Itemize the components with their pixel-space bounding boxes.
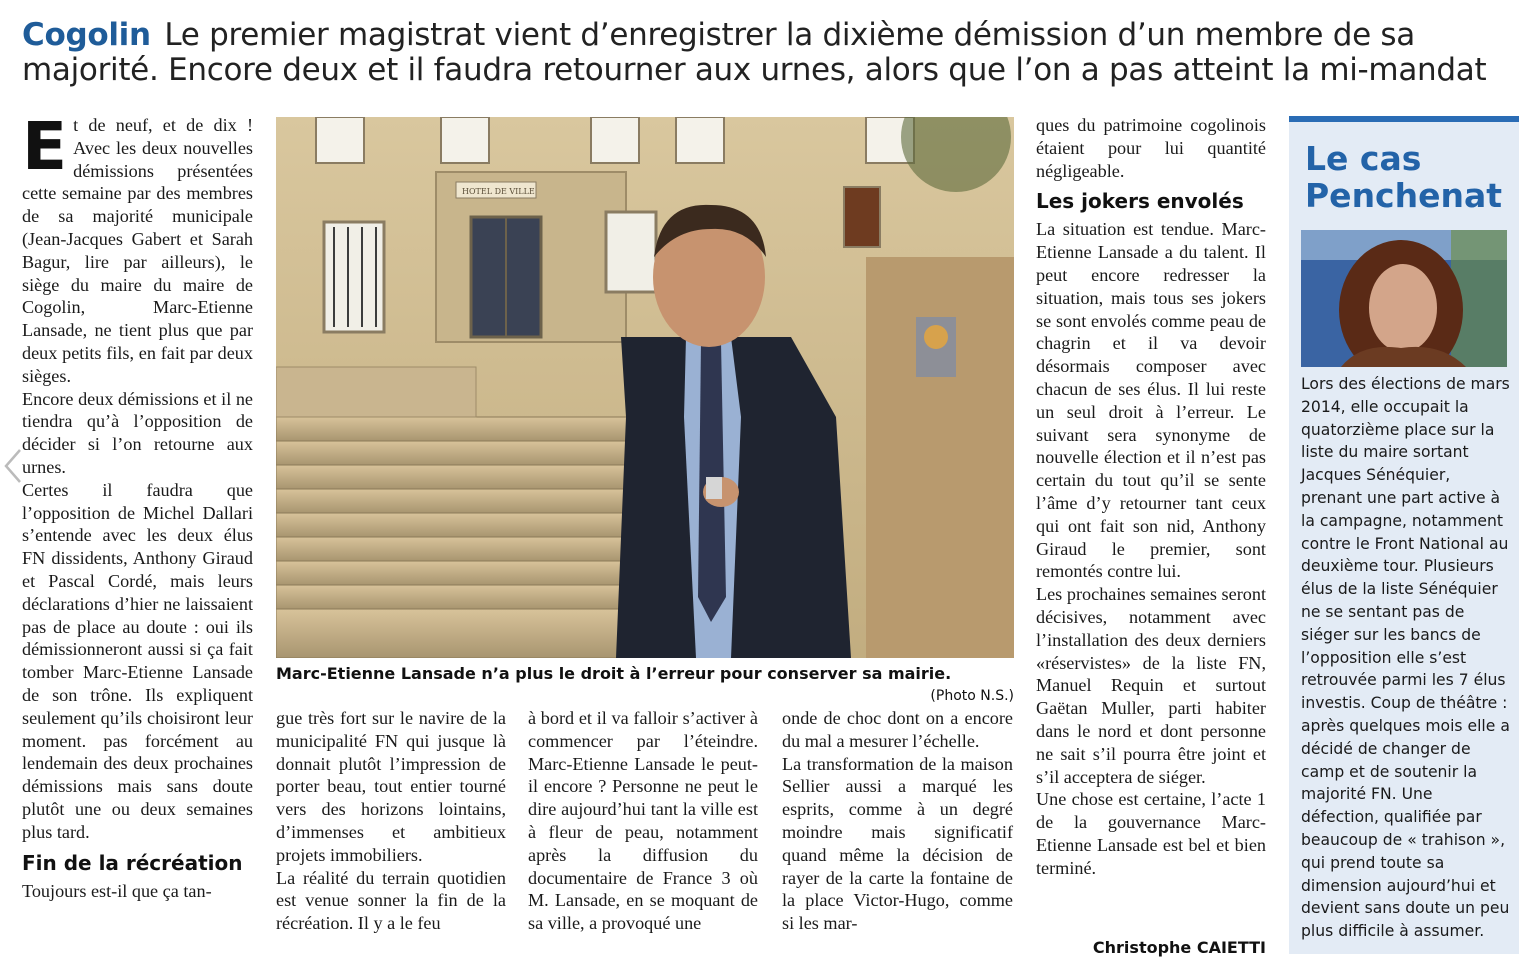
sidebar-box — [1289, 116, 1519, 954]
headline-kicker: Cogolin — [22, 17, 151, 53]
paragraph: ques du patrimoine cogolinois étaient pour lui quantité négligeable. — [1036, 115, 1266, 181]
article-column-4 — [782, 707, 1013, 967]
previous-page-arrow-icon[interactable] — [2, 446, 24, 486]
paragraph: gue très fort sur le navire de la municipalité FN qui jusque là donnait plutôt l’impression de porter beau, tout entier tourné vers des horizons lointains, d’immenses et ambitieux projets immobiliers. — [276, 708, 506, 865]
author-byline: Christophe CAIETTI — [1092, 938, 1266, 957]
dropcap-letter: E — [22, 108, 68, 185]
article-column-5 — [1036, 114, 1266, 936]
portrait-photo — [1301, 230, 1507, 367]
headline-text: Le premier magistrat vient d’enregistrer la dixième démission d’un membre de sa majorité. Encore deux et il faudra retourner aux urnes, alors que l’on a pas atteint la mi-mandat — [22, 17, 1487, 88]
headline — [22, 18, 1522, 88]
sidebar-title: Le cas Penchenat — [1305, 139, 1503, 215]
article-column-1 — [22, 108, 253, 964]
paragraph: Toujours est-il que ça tan- — [22, 880, 212, 901]
caption-text: Marc-Etienne Lansade n’a plus le droit à l’erreur pour conserver sa mairie. — [276, 664, 952, 683]
town-hall-sign: HOTEL DE VILLE — [462, 187, 535, 196]
paragraph: Une chose est certaine, l’acte 1 de la gouvernance Marc-Etienne Lansade est bel et bien terminé. — [1036, 789, 1266, 878]
paragraph: à bord et il va falloir s’activer à commencer par l’éteindre. Marc-Etienne Lansade le peut-il encore ? Personne ne peut le dire aujourd’hui tant la ville est à fleur de peau, notamment après la diffusion du documentaire de France 3 où M. Lansade, en se moquant de sa ville, a provoqué une — [528, 708, 758, 934]
photo-caption — [276, 663, 1014, 707]
article-photo — [276, 117, 1014, 658]
paragraph: onde de choc dont on a encore du mal a mesurer l’échelle. — [782, 708, 1013, 751]
paragraph: Certes il faudra que l’opposition de Michel Dallari s’entende avec les deux élus FN dissidents, Anthony Giraud et Pascal Cordé, mais leurs déclarations d’hier ne laissaient pas de place au doute : oui ils démissionneront aussi si ça fait tomber Marc-Etienne Lansade de son trône. Ils expliquent seulement qu’ils choisiront leur moment. pas forcément au lendemain des deux prochaines démissions mais sans doute plutôt une ou deux semaines plus tard. — [22, 479, 253, 842]
paragraph: La transformation de la maison Sellier aussi a marqué les esprits, comme à un degré moindre mais significatif quand même la décision de rayer de la carte la fontaine de la place Victor-Hugo, comme si les mar- — [782, 753, 1013, 934]
sidebar-text: Lors des élections de mars 2014, elle occupait la quatorzième place sur la liste du maire sortant Jacques Sénéquier, prenant une part active à la campagne, notamment contre le Front National au deuxième tour. Plusieurs élus de la liste Sénéquier ne se sentant pas de siéger sur les bancs de l’opposition elle s’est retrouvée parmi les 7 élus investis. Coup de théâtre : après quelques mois elle a décidé de changer de camp et de soutenir la majorité FN. Une défection, qualifiée par beaucoup de « trahison », qui prend toute sa dimension aujourd’hui et devient sans doute un peu plus difficile à assumer. — [1301, 375, 1510, 941]
article-column-3 — [528, 707, 758, 967]
paragraph: Les prochaines semaines seront décisives, notamment avec l’installation des deux derniers «réservistes» de la liste FN, Manuel Requin et surtout Gaëtan Muller, parti habiter dans le nord et dont personne ne sait s’il pourra être joint et s’il acceptera de siéger. — [1036, 584, 1266, 787]
photo-credit: (Photo N.S.) — [930, 688, 1014, 704]
paragraph: t de neuf, et de dix ! Avec les deux nouvelles démissions présentées cette semaine par des membres de sa majorité municipale (Jean-Jacques Gabert et Sarah Bagur, lire par ailleurs), le siège du maire du maire de Cogolin, Marc-Etienne Lansade, ne tient plus que par deux petits fils, en fait par deux sièges. — [22, 115, 253, 386]
paragraph: La situation est tendue. Marc-Etienne Lansade a du talent. Il peut encore redresser la situation, mais tous ses jokers se sont envolés comme peau de chagrin et il va devoir désormais composer avec chacun de ses élus. Il lui reste un seul droit à l’erreur. Le suivant sera synonyme de nouvelle élection et il n’est pas certain du tout qu’il se sente l’âme d’y retourner tant ceux qui ont fait son nid, Anthony Giraud le premier, sont remontés contre lui. — [1036, 219, 1266, 582]
paragraph: La réalité du terrain quotidien est venue sonner la fin de la récréation. Il y a le feu — [276, 867, 506, 934]
subhead-fin-recreation: Fin de la récréation — [22, 850, 243, 875]
article-column-2 — [276, 707, 506, 967]
paragraph: Encore deux démissions et il ne tiendra qu’à l’opposition de décider si l’on retourne aux urnes. — [22, 388, 253, 477]
subhead-jokers-envoles: Les jokers envolés — [1036, 189, 1244, 214]
